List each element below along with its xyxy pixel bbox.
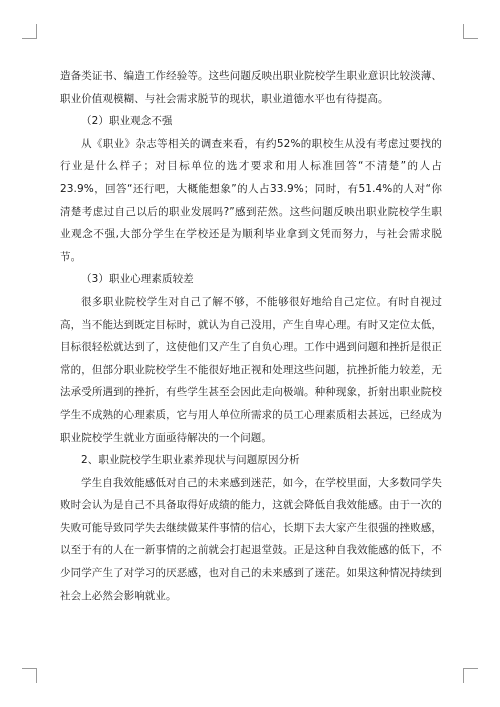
body-paragraph: 从《职业》杂志等相关的调查来看，有约52%的职校生从没有考虑过要找的行业是什么样子；对目标单位的选才要求和用人标准回答“不清楚”的人占23.9%，回答“还行吧，大概能想象”的人占33.9%；同时，有51.4%的人对“你清楚考虑过自己以后的职业发展吗?”感到茫然。这些问题反映出职业院校学生职业观念不强,大部分学生在学校还是为顺利毕业拿到文凭而努力，与社会需求脱节。 [60, 137, 442, 263]
document-body [60, 65, 442, 607]
section-heading: 2、职业院校学生职业素养现状与问题原因分析 [81, 454, 300, 467]
paragraph-continuation: 造备类证书、编造工作经验等。这些问题反映出职业院校学生职业意识比较淡薄、职业价值观模糊、与社会需求脱节的现状，职业道德水平也有待提高。 [60, 70, 442, 105]
body-paragraph: 很多职业院校学生对自己了解不够，不能够很好地给自己定位。有时自视过高，当不能达到既定目标时，就认为自己没用，产生自卑心理。有时又定位太低，目标很轻松就达到了，这使他们又产生了自负心理。工作中遇到问题和挫折是很正常的，但部分职业院校学生不能很好地正视和处理这些问题，抗挫折能力较差，无法承受所遇到的挫折，有些学生甚至会因此走向极端。种种现象，折射出职业院校学生不成熟的心理素质，它与用人单位所需求的员工心理素质相去甚远，已经成为职业院校学生就业方面亟待解决的一个问题。 [60, 295, 442, 444]
body-paragraph: 学生自我效能感低对自己的未来感到迷茫，如今，在学校里面，大多数同学失败时会认为是自己不具备取得好成绩的能力，这就会降低自我效能感。由于一次的失败可能导致同学失去继续做某件事情的信心，长期下去大家产生很强的挫败感，以至于有的人在一新事情的之前就会打起退堂鼓。正是这种自我效能感的低下，不少同学产生了对学习的厌恶感，也对自己的未来感到了迷茫。如果这种情况持续到社会上必然会影响就业。 [60, 476, 442, 602]
corner-crop-mark [463, 668, 478, 683]
section-heading: （2）职业观念不强 [81, 115, 173, 128]
corner-crop-mark [463, 24, 478, 39]
corner-crop-mark [22, 668, 37, 683]
section-heading: （3）职业心理素质较差 [81, 273, 194, 286]
corner-crop-mark [22, 24, 37, 39]
